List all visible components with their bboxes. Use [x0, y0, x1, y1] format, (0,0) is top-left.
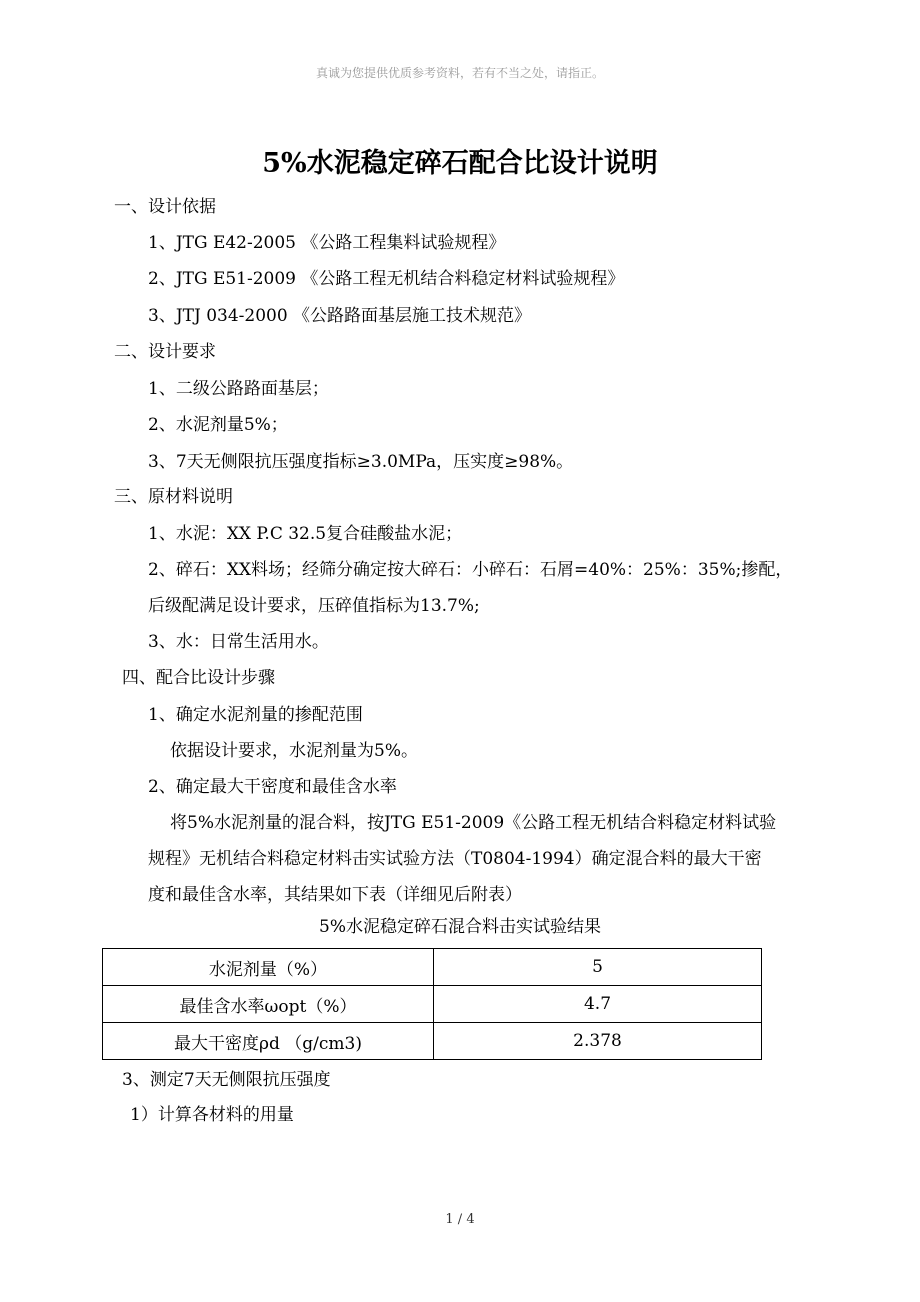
section-4-step-2-line-2: 规程》无机结合料稳定材料击实试验方法（T0804-1994）确定混合料的最大干密: [148, 849, 762, 869]
section-1-item-1: 1、JTG E42-2005 《公路工程集料试验规程》: [148, 233, 506, 253]
section-4-step-1: 1、确定水泥剂量的掺配范围: [148, 705, 363, 725]
section-4-step-1-text: 依据设计要求，水泥剂量为5%。: [170, 741, 418, 761]
table-cell-label: 最佳含水率ωopt（%）: [103, 986, 434, 1023]
section-1-heading: 一、设计依据: [114, 197, 216, 217]
section-3-heading: 三、原材料说明: [114, 487, 233, 507]
section-3-item-3: 3、水：日常生活用水。: [148, 632, 329, 652]
document-title: 5%水泥稳定碎石配合比设计说明: [262, 148, 658, 179]
page-header-note: 真诚为您提供优质参考资料，若有不当之处，请指正。: [315, 66, 604, 80]
section-3-item-2-cont: 后级配满足设计要求，压碎值指标为13.7%;: [148, 596, 480, 616]
table-cell-value: 5: [434, 949, 762, 986]
page-number: 1 / 4: [445, 1212, 475, 1227]
section-3-item-1: 1、水泥：XX P.C 32.5复合硅酸盐水泥；: [148, 524, 463, 544]
section-2-item-3: 3、7天无侧限抗压强度指标≥3.0MPa，压实度≥98%。: [148, 452, 574, 472]
section-4-step-2-line-3: 度和最佳含水率，其结果如下表（详细见后附表）: [148, 885, 522, 905]
table-caption: 5%水泥稳定碎石混合料击实试验结果: [319, 917, 601, 937]
section-4-step-3-sub: 1）计算各材料的用量: [130, 1105, 294, 1125]
section-4-heading: 四、配合比设计步骤: [122, 668, 275, 688]
table-cell-label: 水泥剂量（%）: [103, 949, 434, 986]
section-3-item-2: 2、碎石：XX料场；经筛分确定按大碎石：小碎石：石屑=40%：25%：35%;掺配，: [148, 560, 793, 580]
table-cell-value: 2.378: [434, 1023, 762, 1060]
table-cell-value: 4.7: [434, 986, 762, 1023]
table-row: [103, 986, 762, 1023]
table-row: [103, 949, 762, 986]
table-cell-label: 最大干密度ρd （g/cm3): [103, 1023, 434, 1060]
section-4-step-3: 3、测定7天无侧限抗压强度: [122, 1070, 331, 1090]
section-4-step-2-line-1: 将5%水泥剂量的混合料，按JTG E51-2009《公路工程无机结合料稳定材料试验: [170, 813, 777, 833]
section-2-item-1: 1、二级公路路面基层；: [148, 379, 329, 399]
section-2-heading: 二、设计要求: [114, 342, 216, 362]
section-2-item-2: 2、水泥剂量5%；: [148, 415, 288, 435]
table-row: [103, 1023, 762, 1060]
section-4-step-2: 2、确定最大干密度和最佳含水率: [148, 777, 397, 797]
section-1-item-2: 2、JTG E51-2009 《公路工程无机结合料稳定材料试验规程》: [148, 269, 625, 289]
section-1-item-3: 3、JTJ 034-2000 《公路路面基层施工技术规范》: [148, 306, 532, 326]
compaction-result-table: [102, 948, 762, 1060]
